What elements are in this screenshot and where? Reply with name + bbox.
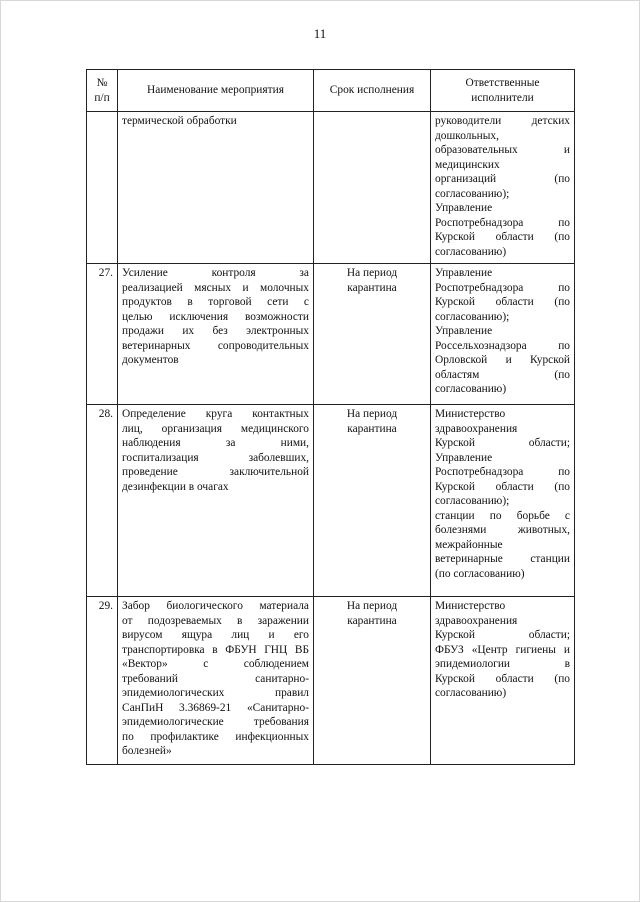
header-term: Срок исполнения: [314, 70, 431, 112]
responsible-line: Курской области (по: [435, 231, 570, 243]
responsible-line: ФБУЗ «Центр гигиены и: [435, 643, 570, 656]
measure-name-line: наблюдения за ними,: [122, 437, 309, 449]
responsible-line: ветеринарные станции: [435, 553, 570, 565]
measure-name-line: болезней»: [122, 745, 172, 757]
measure-name-line: лиц, организация медицинского: [122, 422, 309, 435]
table-header-row: [87, 70, 575, 112]
responsible-line: Роспотребнадзора по: [435, 466, 570, 478]
deadline-line: карантина: [347, 422, 397, 435]
deadline-line: карантина: [347, 614, 397, 627]
measure-name-line: Усиление контроля за: [122, 267, 309, 279]
responsible-line: Курской области;: [435, 437, 570, 449]
measure-name-line: термической обработки: [122, 115, 237, 127]
measure-name-line: СанПиН 3.36869-21 «Санитарно-: [122, 701, 309, 714]
responsible-line: Управление: [435, 202, 493, 214]
responsible-line: организаций (по: [435, 173, 570, 185]
measure-name-line: вирусом ящура лиц и его: [122, 629, 309, 641]
table-row: [87, 597, 575, 765]
responsible-line: дошкольных,: [435, 129, 499, 142]
measure-name-line: транспортировка в ФБУН ГНЦ ВБ: [122, 643, 309, 656]
measure-name-line: целью исключения возможности: [122, 310, 309, 323]
responsible-line: Министерство: [435, 408, 506, 420]
measure-name-line: требований санитарно-: [122, 672, 309, 685]
responsible-line: (по согласованию): [435, 567, 525, 580]
measure-name-line: продажи их без электронных: [122, 325, 309, 337]
measure-name-cell: [118, 405, 314, 597]
responsible-line: руководители детских: [435, 115, 570, 127]
measure-name-line: «Вектор» с соблюдением: [122, 658, 309, 670]
responsible-line: Курской области;: [435, 629, 570, 641]
responsible-line: согласованию): [435, 383, 507, 395]
responsible-line: Управление: [435, 267, 493, 279]
header-num: № п/п: [87, 70, 118, 112]
measure-name-line: эпидемиологических правил: [122, 687, 309, 699]
responsible-line: Курской области (по: [435, 480, 570, 493]
responsible-line: Управление: [435, 451, 493, 464]
responsible-cell: [431, 112, 575, 264]
deadline-cell: [314, 264, 431, 405]
deadline-cell: [314, 405, 431, 597]
row-number: [87, 112, 118, 264]
responsible-line: медицинских: [435, 158, 500, 171]
responsible-line: согласованию);: [435, 310, 510, 323]
measure-name-line: реализацией мясных и молочных: [122, 281, 309, 294]
deadline-cell: [314, 597, 431, 765]
responsible-line: здравоохранения: [435, 422, 518, 435]
table-row: [87, 112, 575, 264]
row-number: 28.: [87, 405, 118, 597]
responsible-line: Россельхознадзора по: [435, 339, 570, 352]
measure-name-line: документов: [122, 354, 179, 366]
deadline-line: карантина: [347, 281, 397, 294]
responsible-line: Орловской и Курской: [435, 354, 570, 366]
measure-name-cell: [118, 264, 314, 405]
deadline-cell: [314, 112, 431, 264]
responsible-line: образовательных и: [435, 144, 570, 156]
responsible-cell: [431, 597, 575, 765]
responsible-line: согласованию);: [435, 187, 510, 200]
measure-name-line: по профилактике инфекционных: [122, 730, 309, 743]
row-number: 29.: [87, 597, 118, 765]
responsible-line: болезнями животных,: [435, 524, 570, 536]
measure-name-cell: [118, 597, 314, 765]
table-row: [87, 405, 575, 597]
measure-name-line: ветеринарных сопроводительных: [122, 339, 309, 352]
deadline-line: На период: [346, 408, 398, 420]
measure-name-line: дезинфекции в очагах: [122, 480, 229, 493]
page-number: 11: [313, 26, 327, 41]
responsible-line: Роспотребнадзора по: [435, 281, 570, 294]
table-row: [87, 264, 575, 405]
responsible-line: Курской области (по: [435, 296, 570, 308]
responsible-line: эпидемиологии в: [435, 658, 570, 670]
responsible-cell: [431, 405, 575, 597]
responsible-line: Роспотребнадзора по: [435, 216, 570, 229]
measure-name-line: продуктов в торговой сети с: [122, 296, 309, 308]
measure-name-line: эпидемиологические требования: [122, 716, 309, 728]
measure-name-line: от подозреваемых в заражении: [122, 614, 309, 627]
responsible-line: областям (по: [435, 368, 570, 381]
responsible-line: станции по борьбе с: [435, 509, 570, 522]
deadline-line: На период: [346, 600, 398, 612]
header-responsible: Ответственные исполнители: [431, 70, 575, 112]
deadline-line: На период: [346, 267, 398, 279]
responsible-line: согласованию): [435, 245, 507, 258]
measure-name-line: госпитализация заболевших,: [122, 451, 309, 464]
responsible-line: межрайонные: [435, 538, 503, 551]
responsible-line: здравоохранения: [435, 614, 518, 627]
measures-table: [86, 69, 575, 765]
measure-name-cell: [118, 112, 314, 264]
responsible-cell: [431, 264, 575, 405]
measure-name-line: Определение круга контактных: [122, 408, 309, 420]
measure-name-line: Забор биологического материала: [122, 600, 309, 612]
measure-name-line: проведение заключительной: [122, 466, 309, 478]
responsible-line: Курской области (по: [435, 672, 570, 685]
responsible-line: Управление: [435, 325, 493, 337]
header-name: Наименование мероприятия: [118, 70, 314, 112]
responsible-line: согласованию): [435, 687, 507, 699]
row-number: 27.: [87, 264, 118, 405]
responsible-line: согласованию);: [435, 495, 510, 507]
responsible-line: Министерство: [435, 600, 506, 612]
